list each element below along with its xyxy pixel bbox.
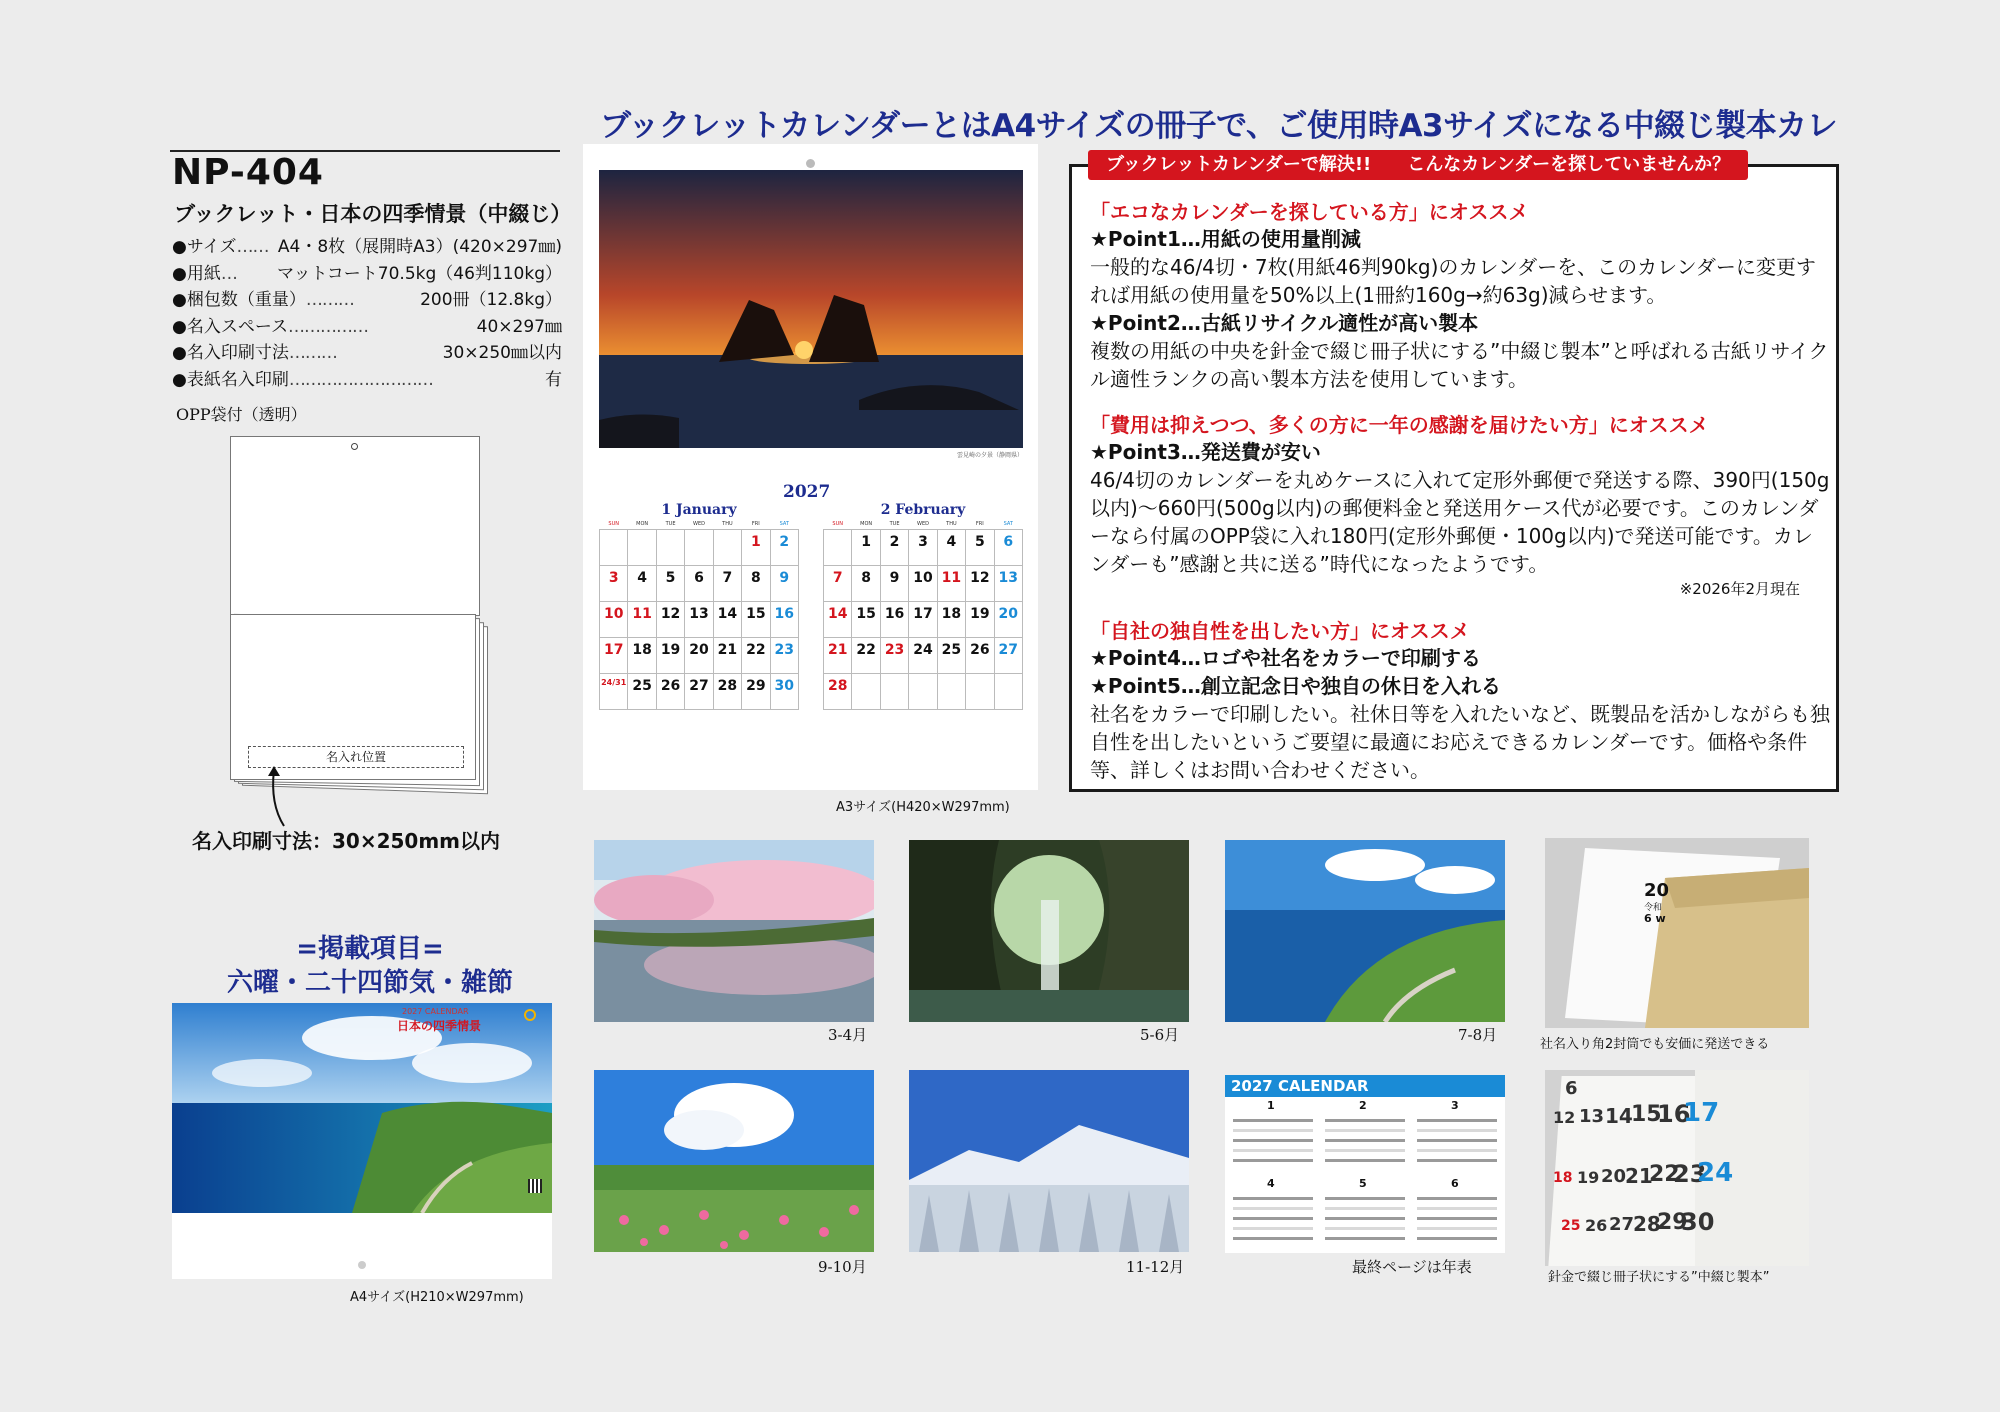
info-content (1090, 188, 1830, 784)
day-cell: 19 (656, 637, 684, 673)
photo-caption-jul-aug: 7-8月 (1458, 1026, 1498, 1044)
spec-dots: ……… (288, 343, 337, 363)
booklet-number: 28 (1633, 1212, 1661, 1236)
point-title: ★Point5…創立記念日や独自の休日を入れる (1090, 674, 1501, 698)
day-cell: 27 (994, 637, 1022, 673)
calendar-year: 2027 (783, 482, 831, 502)
booklet-number: 22 (1649, 1162, 1680, 1187)
day-cell: 4 (628, 565, 656, 601)
day-cell: 23 (880, 637, 908, 673)
envelope-year: 20 (1644, 880, 1670, 901)
photo-cave-waterfall (909, 840, 1189, 1022)
day-cell: 10 (600, 601, 628, 637)
booklet-number: 20 (1601, 1166, 1627, 1187)
spec-dots: …………… (287, 316, 368, 337)
photo-caption-nov-dec: 11-12月 (1126, 1258, 1185, 1276)
section-heading: 「費用は抑えつつ、多くの方に一年の感謝を届けたい方」にオススメ (1090, 413, 1709, 437)
a3-caption: A3サイズ(H420×W297mm) (836, 800, 1010, 815)
spec-value: 有 (545, 369, 562, 390)
spec-key: ●表紙名入印刷 (172, 369, 289, 390)
booklet-number: 12 (1553, 1108, 1576, 1127)
day-cell: 15 (852, 601, 880, 637)
photo-caption-envelope: 社名入り角2封筒でも安価に発送できる (1540, 1037, 1770, 1052)
day-cell: 11 (937, 565, 965, 601)
day-cell: 20 (685, 637, 713, 673)
year-table-month: 2 (1359, 1099, 1367, 1112)
day-cell: 5 (966, 529, 994, 565)
year-table-week-row (1325, 1207, 1405, 1210)
sunset-photo (599, 170, 1023, 448)
arrow-icon (262, 764, 292, 828)
weekday-label: MON (860, 521, 873, 528)
spec-value: 40×297㎜ (476, 316, 562, 337)
product-name: ブックレット・日本の四季情景（中綴じ） (174, 202, 572, 226)
year-table-month: 5 (1359, 1177, 1367, 1190)
product-code: NP-404 (172, 152, 324, 193)
year-table (1225, 1075, 1505, 1253)
day-cell (909, 673, 937, 709)
weekday-label: WED (917, 521, 929, 528)
booklet-number: 15 (1631, 1102, 1662, 1127)
cover-title-small: 2027 CALENDAR (402, 1007, 469, 1016)
spec-item (172, 261, 562, 288)
booklet-number: 21 (1625, 1164, 1653, 1188)
spec-item (172, 287, 562, 314)
booklet-number: 17 (1683, 1098, 1720, 1128)
booklet-number: 19 (1577, 1168, 1600, 1187)
weekday-label: WED (693, 521, 705, 528)
booklet-number: 26 (1585, 1216, 1608, 1235)
photo-cosmos-field (594, 1070, 874, 1252)
day-cell: 16 (880, 601, 908, 637)
day-cell: 6 (685, 565, 713, 601)
year-table-week-row (1325, 1139, 1405, 1142)
photo-cherry-blossom (594, 840, 874, 1022)
day-cell: 29 (742, 673, 770, 709)
booklet-number: 6 (1565, 1078, 1578, 1099)
spec-item (172, 367, 562, 394)
year-table-week-row (1417, 1237, 1497, 1240)
day-cell: 9 (880, 565, 908, 601)
spec-dots: …… (236, 237, 269, 257)
day-cell (966, 673, 994, 709)
year-table-week-row (1325, 1237, 1405, 1240)
day-cell: 27 (685, 673, 713, 709)
year-table-week-row (1233, 1139, 1313, 1142)
day-cell: 3 (909, 529, 937, 565)
point-body: 46/4切のカレンダーを丸めケースに入れて定形外郵便で発送する際、390円(150g以内)〜660円(500g以内)の郵便料金と発送用ケース代が必要です。このカレンダーなら付属のOPP袋に入れ180円(定形外郵便・100g以内)で発送可能です。カレンダーも”感謝と共に送る”時代になったようです。 (1090, 468, 1830, 576)
a4-cover (172, 1003, 552, 1279)
day-cell: 2 (770, 529, 798, 565)
weekday-label: FRI (975, 521, 984, 528)
day-cell (656, 529, 684, 565)
day-cell: 8 (742, 565, 770, 601)
day-cell: 12 (966, 565, 994, 601)
day-cell: 26 (966, 637, 994, 673)
month-february (823, 502, 1023, 710)
year-table-week-row (1417, 1207, 1497, 1210)
a3-calendar (583, 144, 1038, 790)
photo-caption-may-jun: 5-6月 (1140, 1026, 1180, 1044)
section-heading: 「自社の独自性を出したい方」にオススメ (1090, 619, 1470, 643)
day-cell: 28 (824, 673, 852, 709)
weekday-label: SAT (779, 521, 789, 528)
items-heading (170, 932, 570, 1000)
print-size-label: 名入印刷寸法：30×250mm以内 (192, 829, 501, 853)
day-cell: 3 (600, 565, 628, 601)
month-label: 1 January (661, 502, 737, 518)
spec-value: 200冊（12.8kg） (420, 290, 562, 310)
cover-title: 日本の四季情景 (397, 1019, 482, 1033)
day-cell: 4 (937, 529, 965, 565)
year-table-week-row (1417, 1217, 1497, 1220)
a4-caption: A4サイズ(H210×W297mm) (350, 1290, 524, 1305)
day-cell: 25 (628, 673, 656, 709)
booklet-number: 18 (1553, 1170, 1573, 1186)
year-table-week-row (1325, 1197, 1405, 1200)
day-cell: 12 (656, 601, 684, 637)
photo-caption-booklet: 針金で綴じ冊子状にする”中綴じ製本” (1548, 1270, 1770, 1285)
day-cell: 24 (909, 637, 937, 673)
booklet-number: 29 (1657, 1210, 1688, 1235)
year-table-week-row (1233, 1227, 1313, 1230)
booklet-number: 24 (1697, 1158, 1734, 1188)
day-cell: 13 (685, 601, 713, 637)
year-table-month: 1 (1267, 1099, 1275, 1112)
year-table-week-row (1233, 1159, 1313, 1162)
headline: ブックレットカレンダーとはA4サイズの冊子で、ご使用時A3サイズになる中綴じ製本カレ (600, 108, 1838, 144)
day-cell: 21 (824, 637, 852, 673)
year-table-week-row (1417, 1129, 1497, 1132)
day-cell: 15 (742, 601, 770, 637)
envelope-text: 6 w (1644, 912, 1666, 925)
day-cell: 1 (742, 529, 770, 565)
spec-value: 30×250㎜以内 (442, 343, 562, 363)
year-table-week-row (1233, 1129, 1313, 1132)
day-cell: 7 (713, 565, 741, 601)
hanging-hole (358, 1261, 366, 1269)
year-table-week-row (1233, 1197, 1313, 1200)
spec-key: ●梱包数（重量） (172, 290, 306, 310)
spec-item (172, 340, 562, 367)
day-cell: 19 (966, 601, 994, 637)
logo-icon (524, 1009, 536, 1021)
photo-booklet (1545, 1070, 1809, 1266)
day-cell: 21 (713, 637, 741, 673)
year-table-month: 6 (1451, 1177, 1459, 1190)
section-heading: 「エコなカレンダーを探している方」にオススメ (1090, 200, 1529, 224)
photo-credit: 雲見崎の夕景（静岡県） (957, 452, 1024, 459)
day-cell: 28 (713, 673, 741, 709)
hanging-hole (351, 443, 358, 450)
booklet-number: 23 (1673, 1160, 1707, 1188)
day-cell: 18 (937, 601, 965, 637)
hanging-hole (806, 159, 815, 168)
year-table-week-row (1417, 1159, 1497, 1162)
day-cell: 25 (937, 637, 965, 673)
date-note: ※2026年2月現在 (1679, 580, 1800, 598)
photo-caption-mar-apr: 3-4月 (828, 1026, 868, 1044)
day-cell (824, 529, 852, 565)
month-grid (823, 520, 1023, 710)
year-table-week-row (1233, 1149, 1313, 1152)
cover-photo (172, 1003, 552, 1279)
day-cell: 6 (994, 529, 1022, 565)
day-cell: 18 (628, 637, 656, 673)
day-cell: 22 (852, 637, 880, 673)
day-cell: 17 (600, 637, 628, 673)
day-cell: 8 (852, 565, 880, 601)
day-cell (628, 529, 656, 565)
qr-code-icon (528, 1179, 542, 1193)
day-cell: 22 (742, 637, 770, 673)
day-cell: 11 (628, 601, 656, 637)
spec-dots: … (220, 263, 237, 284)
point-title: ★Point4…ロゴや社名をカラーで印刷する (1090, 646, 1481, 670)
day-cell: 14 (713, 601, 741, 637)
day-cell: 2 (880, 529, 908, 565)
year-table-title: 2027 CALENDAR (1225, 1075, 1505, 1097)
point-title: ★Point1…用紙の使用量削減 (1090, 227, 1361, 251)
booklet-number: 14 (1605, 1104, 1633, 1128)
weekday-label: SUN (832, 521, 843, 528)
day-cell (852, 673, 880, 709)
year-table-week-row (1325, 1119, 1405, 1122)
year-table-week-row (1417, 1197, 1497, 1200)
year-table-week-row (1325, 1217, 1405, 1220)
year-table-week-row (1325, 1149, 1405, 1152)
year-table-week-row (1417, 1227, 1497, 1230)
point-body: 複数の用紙の中央を針金で綴じ冊子状にする”中綴じ製本”と呼ばれる古紙リサイクル適性ランクの高い製本方法を使用しています。 (1090, 339, 1829, 391)
items-list: 六曜・二十四節気・雑節 (226, 968, 513, 998)
day-cell: 5 (656, 565, 684, 601)
day-cell: 16 (770, 601, 798, 637)
weekday-label: THU (722, 521, 733, 528)
weekday-label: TUE (665, 521, 676, 528)
day-cell: 23 (770, 637, 798, 673)
day-cell: 10 (909, 565, 937, 601)
weekday-label: MON (636, 521, 649, 528)
point-body: 一般的な46/4切・7枚(用紙46判90kg)のカレンダーを、このカレンダーに変更すれば用紙の使用量を50%以上(1冊約160g→約63g)減らせます。 (1090, 255, 1816, 307)
day-cell (685, 529, 713, 565)
photo-caption-year-table: 最終ページは年表 (1352, 1258, 1472, 1276)
day-cell (713, 529, 741, 565)
day-cell: 20 (994, 601, 1022, 637)
weekday-label: SUN (608, 521, 619, 528)
year-table-week-row (1325, 1129, 1405, 1132)
spec-key: ●名入スペース (172, 316, 288, 337)
booklet-number: 25 (1561, 1218, 1581, 1234)
photo-envelope (1545, 838, 1809, 1028)
weekday-label: THU (946, 521, 957, 528)
year-table-month: 3 (1451, 1099, 1459, 1112)
items-title: =掲載項目= (296, 934, 444, 964)
month-grid (599, 520, 799, 710)
year-table-week-row (1417, 1139, 1497, 1142)
day-cell: 30 (770, 673, 798, 709)
spec-key: ●サイズ (172, 237, 237, 257)
photo-coastal-road (1225, 840, 1505, 1022)
name-print-diagram (230, 436, 490, 796)
year-table-week-row (1325, 1159, 1405, 1162)
booklet-number: 16 (1657, 1100, 1691, 1128)
year-table-week-row (1325, 1227, 1405, 1230)
day-cell: 13 (994, 565, 1022, 601)
day-cell: 26 (656, 673, 684, 709)
booklet-number: 30 (1681, 1208, 1715, 1236)
weekday-label: SAT (1003, 521, 1013, 528)
info-tab: ブックレットカレンダーで解決!! こんなカレンダーを探していませんか？ (1088, 150, 1748, 180)
point-title: ★Point2…古紙リサイクル適性が高い製本 (1090, 311, 1479, 335)
month-january (599, 502, 799, 710)
weekday-label: FRI (751, 521, 760, 528)
spec-value: マットコート70.5kg（46判110kg） (277, 263, 562, 284)
spec-list (172, 234, 562, 393)
month-label: 2 February (880, 502, 966, 518)
day-cell (880, 673, 908, 709)
spec-dots: ……………………… (288, 369, 433, 390)
year-table-month: 4 (1267, 1177, 1275, 1190)
photo-caption-sep-oct: 9-10月 (818, 1258, 867, 1276)
year-table-week-row (1233, 1237, 1313, 1240)
spec-dots: ……… (305, 290, 354, 310)
point-body: 社名をカラーで印刷したい。社休日等を入れたいなど、既製品を活かしながらも独自性を出したいというご要望に最適にお応えできるカレンダーです。価格や条件等、詳しくはお問い合わせください。 (1090, 702, 1830, 782)
day-cell: 14 (824, 601, 852, 637)
day-cell (937, 673, 965, 709)
day-cell (994, 673, 1022, 709)
year-table-week-row (1233, 1217, 1313, 1220)
year-table-week-row (1417, 1149, 1497, 1152)
day-cell: 17 (909, 601, 937, 637)
booklet-numbers (1545, 1070, 1809, 1266)
year-table-grid (1225, 1097, 1505, 1253)
point-title: ★Point3…発送費が安い (1090, 440, 1321, 464)
opp-note: OPP袋付（透明） (176, 405, 307, 424)
day-cell: 9 (770, 565, 798, 601)
day-cell: 7 (824, 565, 852, 601)
name-position-box: 名入れ位置 (248, 746, 464, 768)
year-table-week-row (1233, 1207, 1313, 1210)
spec-value: A4・8枚（展開時A3）(420×297㎜) (277, 237, 562, 257)
calendar-top-sheet (230, 436, 480, 616)
day-cell: 24/31 (600, 673, 628, 709)
year-table-week-row (1233, 1119, 1313, 1122)
weekday-label: TUE (889, 521, 900, 528)
booklet-number: 13 (1579, 1106, 1605, 1127)
booklet-number: 27 (1609, 1214, 1635, 1235)
photo-snow-mountain (909, 1070, 1189, 1252)
spec-key: ●用紙 (172, 263, 221, 284)
day-cell: 1 (852, 529, 880, 565)
envelope-era: 令和 (1644, 903, 1663, 913)
spec-item (172, 234, 562, 261)
year-table-week-row (1417, 1119, 1497, 1122)
spec-item (172, 314, 562, 341)
spec-key: ●名入印刷寸法 (172, 343, 289, 363)
day-cell (600, 529, 628, 565)
